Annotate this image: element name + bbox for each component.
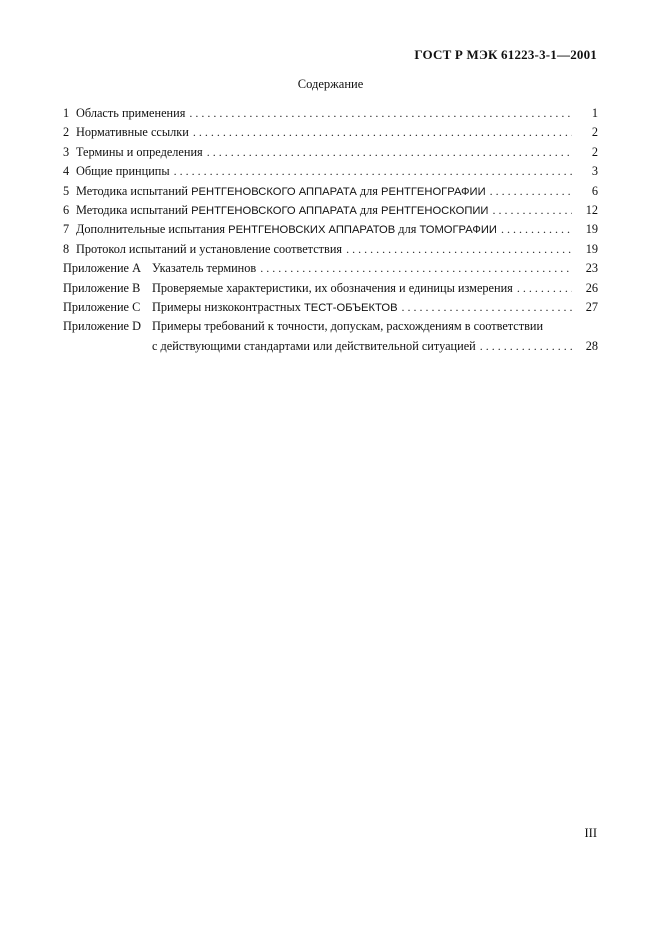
appendix-title: Проверяемые характеристики, их обозначения и единицы измерения (152, 280, 513, 295)
entry-page: 1 (591, 106, 598, 120)
title-part: ТЕСТ-ОБЪЕКТОВ (303, 301, 398, 314)
toc-entry-1[interactable] (63, 104, 598, 123)
appendix-label: Приложение A (63, 261, 141, 276)
entry-number: 7 (63, 222, 70, 237)
title-part: ТОМОГРАФИИ (419, 224, 497, 237)
entry-page: 27 (585, 299, 598, 314)
appendix-label: Приложение B (63, 280, 141, 295)
entry-number: 1 (63, 106, 70, 120)
entry-title (76, 220, 497, 240)
dot-leader (189, 104, 572, 123)
dot-leader (490, 182, 572, 201)
toc-appendix-c[interactable] (63, 298, 598, 317)
appendix-title-line1: Примеры требований к точности, допускам, расхождениям в соответствии (152, 319, 544, 334)
entry-number: 5 (63, 183, 70, 198)
entry-title: Область применения (76, 106, 186, 120)
appendix-label: Приложение C (63, 299, 141, 314)
appendix-label: Приложение D (63, 319, 141, 334)
entry-page: 28 (585, 338, 598, 353)
entry-number: 4 (63, 164, 70, 179)
appendix-title: Указатель терминов (152, 261, 257, 276)
title-part: Методика испытаний (76, 202, 192, 217)
entry-title (76, 182, 486, 202)
entry-title (76, 201, 488, 221)
title-part: РЕНТГЕНОГРАФИИ (381, 185, 486, 198)
toc-appendix-a[interactable] (63, 259, 598, 278)
appendix-title-line2: с действующими стандартами или действительной ситуацией (152, 338, 476, 353)
toc-entry-3[interactable] (63, 143, 598, 162)
title-part: для (356, 202, 382, 217)
dot-leader (402, 298, 572, 317)
title-part: РЕНТГЕНОВСКОГО АППАРАТА (191, 204, 357, 217)
toc-entry-7[interactable] (63, 220, 598, 239)
entry-title: Нормативные ссылки (76, 125, 189, 140)
dot-leader (480, 337, 572, 356)
entry-title: Общие принципы (76, 164, 170, 179)
entry-page: 2 (591, 144, 598, 159)
entry-number: 3 (63, 144, 70, 159)
dot-leader (346, 240, 572, 259)
title-part: для (356, 183, 382, 198)
appendix-title (152, 298, 398, 318)
toc-entry-6[interactable] (63, 201, 598, 220)
entry-page: 6 (591, 183, 598, 198)
toc-title: Содержание (297, 77, 364, 91)
entry-page: 23 (585, 261, 598, 276)
entry-number: 6 (63, 202, 70, 217)
page-number: III (584, 826, 597, 840)
entry-title: Термины и определения (76, 144, 203, 159)
entry-number: 8 (63, 241, 70, 256)
table-of-contents (63, 104, 598, 356)
title-part: РЕНТГЕНОВСКОГО АППАРАТА (191, 185, 357, 198)
toc-appendix-d-continuation[interactable] (63, 337, 598, 356)
dot-leader (501, 220, 572, 239)
toc-entry-8[interactable] (63, 240, 598, 259)
entry-page: 26 (585, 280, 598, 295)
title-part: РЕНТГЕНОСКОПИИ (381, 204, 489, 217)
dot-leader (193, 123, 572, 142)
dot-leader (517, 279, 572, 298)
dot-leader (207, 143, 572, 162)
title-part: Примеры низкоконтрастных (152, 299, 304, 314)
entry-number: 2 (63, 125, 70, 140)
entry-page: 12 (585, 202, 598, 217)
entry-page: 3 (591, 164, 598, 179)
toc-appendix-d[interactable] (63, 317, 598, 336)
title-part: Дополнительные испытания (76, 222, 229, 237)
entry-page: 19 (585, 222, 598, 237)
toc-entry-2[interactable] (63, 123, 598, 142)
dot-leader (174, 162, 572, 181)
title-part: Методика испытаний (76, 183, 192, 198)
toc-entry-5[interactable] (63, 182, 598, 201)
dot-leader (260, 259, 572, 278)
title-part: для (395, 222, 420, 237)
toc-entry-4[interactable] (63, 162, 598, 181)
toc-appendix-b[interactable] (63, 279, 598, 298)
title-part: РЕНТГЕНОВСКИХ АППАРАТОВ (228, 224, 396, 237)
dot-leader (492, 201, 572, 220)
entry-page: 19 (585, 241, 598, 256)
entry-title: Протокол испытаний и установление соответствия (76, 241, 343, 256)
standard-code-header: ГОСТ Р МЭК 61223-3-1—2001 (414, 47, 597, 62)
entry-page: 2 (591, 125, 598, 140)
